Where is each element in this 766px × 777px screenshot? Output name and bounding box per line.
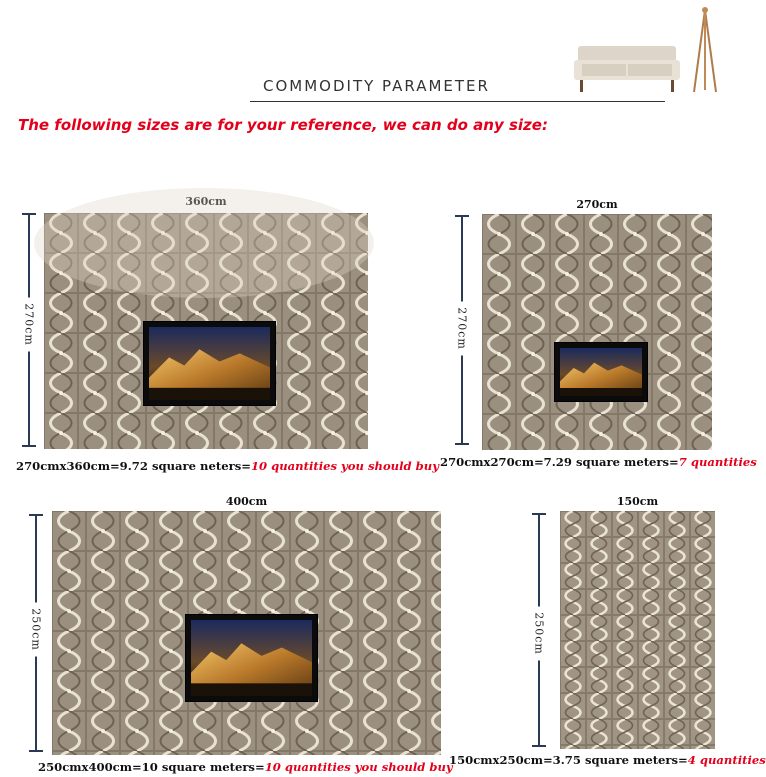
panel-1-caption-main: 270cmx360cm=9.72 square neters=: [16, 459, 251, 473]
panel-3-width-label: 400cm: [225, 495, 268, 508]
panel-2-height-tick-top: [455, 215, 469, 217]
panel-2-tv-frame: [554, 342, 648, 402]
panel-2-height-tick-bottom: [455, 443, 469, 445]
panel-3-tv-frame: [185, 614, 318, 702]
panel-4-caption-main: 150cmx250cm=3.75 square meters=: [449, 753, 688, 767]
panel-2-caption-highlight: 7 quantities: [678, 455, 757, 469]
panel-1-tv-screen: [149, 327, 270, 400]
panel-4-height-label: 250cm: [533, 607, 546, 661]
panel-3-tv-screen: [191, 620, 312, 696]
panel-3-caption: [38, 760, 453, 774]
panel-4-wall-image: [560, 511, 715, 749]
panel-2-wall-image: [482, 214, 712, 450]
panel-1-caption-highlight: 10 quantities you should buy: [250, 459, 439, 473]
sofa-icon: [572, 38, 682, 94]
panel-2-caption: [440, 455, 757, 469]
panel-1-caption: [16, 459, 439, 473]
panel-3-caption-main: 250cmx400cm=10 square meters=: [38, 760, 265, 774]
panel-4-height-tick-bottom: [532, 745, 546, 747]
panel-3-caption-highlight: 10 quantities you should buy: [264, 760, 453, 774]
panel-3-height-label: 250cm: [30, 603, 43, 657]
coat-rack-icon: [688, 4, 722, 94]
panel-1-tv-frame: [143, 321, 276, 406]
panel-2-caption-main: 270cmx270cm=7.29 square meters=: [440, 455, 679, 469]
panel-4-caption-highlight: 4 quantities: [687, 753, 766, 767]
panel-1-height-label: 270cm: [23, 298, 36, 352]
panel-4-caption: [449, 753, 766, 767]
panel-2-height-label: 270cm: [456, 302, 469, 356]
panel-2-width-label: 270cm: [576, 198, 618, 211]
panel-1-width-label: 360cm: [185, 195, 227, 208]
panel-3-height-tick-top: [29, 514, 43, 516]
page-title: COMMODITY PARAMETER: [263, 77, 490, 95]
panel-2-tv-screen: [560, 348, 642, 396]
panel-1-height-tick-bottom: [22, 445, 36, 447]
panel-3-height-tick-bottom: [29, 750, 43, 752]
size-notice: The following sizes are for your reference, we can do any size:: [18, 116, 548, 134]
panel-1-height-tick-top: [22, 213, 36, 215]
panel-4-width-label: 150cm: [616, 495, 659, 508]
panel-4-height-tick-top: [532, 513, 546, 515]
header-divider: [250, 101, 665, 102]
